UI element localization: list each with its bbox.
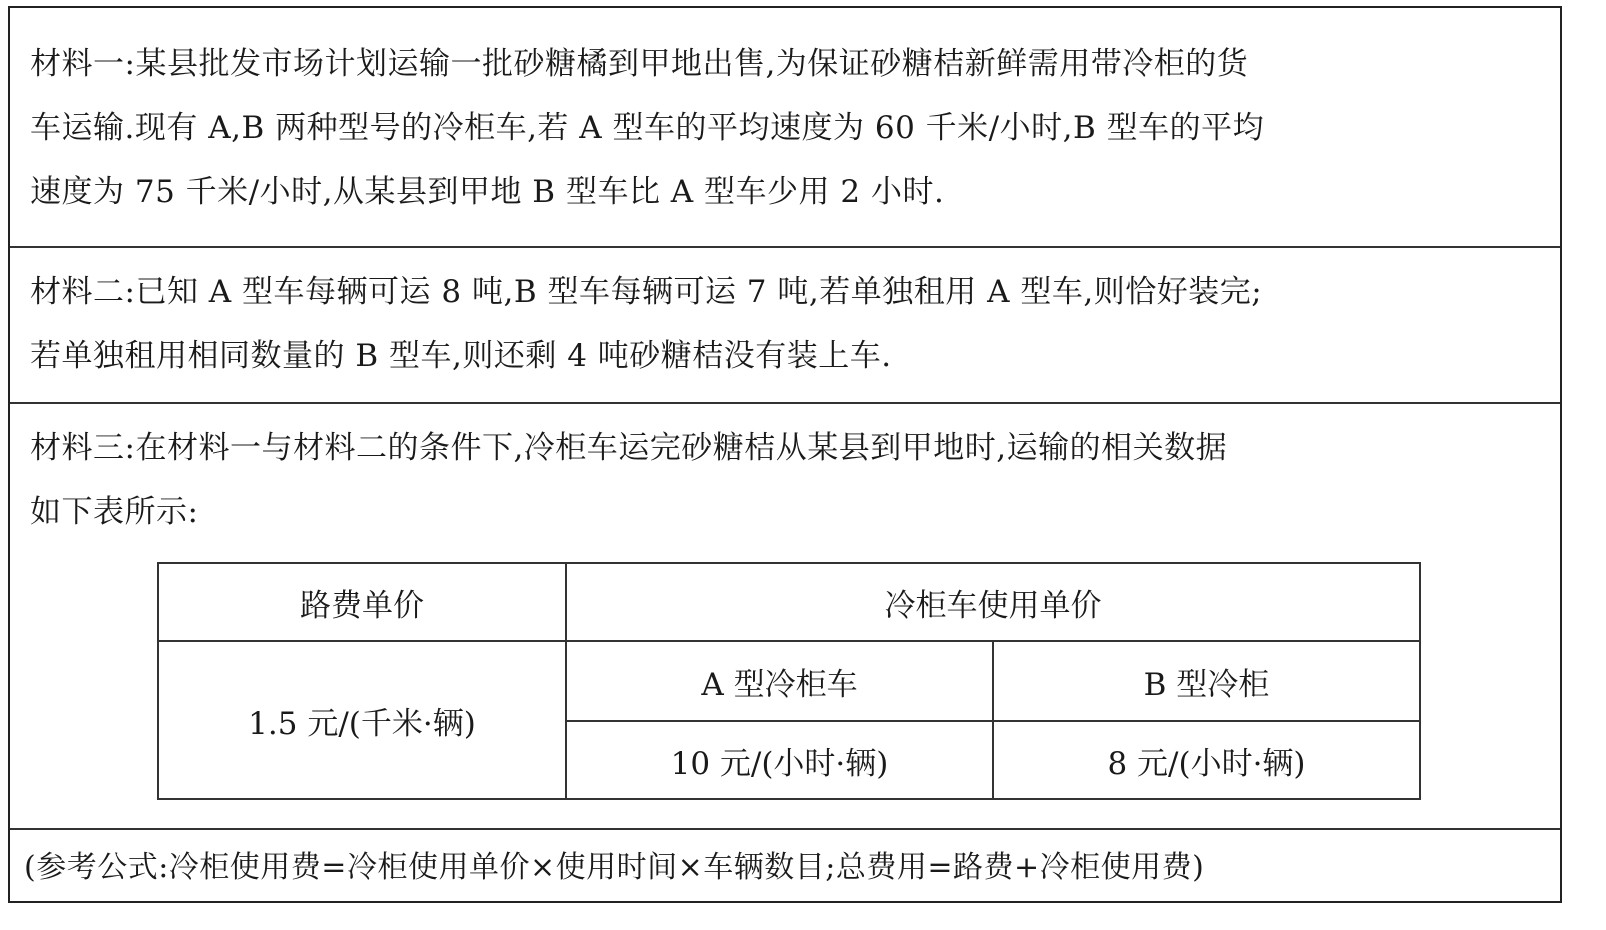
material-three-line-1: 材料三:在材料一与材料二的条件下,冷柜车运完砂糖桔从某县到甲地时,运输的相关数据 bbox=[30, 430, 1228, 466]
material-three-line-2: 如下表所示: bbox=[30, 494, 199, 530]
material-two-text bbox=[30, 260, 1544, 388]
header-cooler-fee: 冷柜车使用单价 bbox=[566, 563, 1420, 641]
material-three-section bbox=[10, 416, 1560, 544]
material-one-text bbox=[30, 32, 1544, 224]
transport-cost-table bbox=[157, 562, 1421, 800]
table-subheader-row bbox=[158, 641, 1420, 721]
table-header-row bbox=[158, 563, 1420, 641]
type-a-value: 10 元/(小时·辆) bbox=[566, 721, 993, 799]
material-two-section bbox=[10, 260, 1560, 388]
material-one-line-3: 速度为 75 千米/小时,从某县到甲地 B 型车比 A 型车少用 2 小时. bbox=[30, 174, 945, 210]
formula-section bbox=[10, 828, 1560, 908]
reference-formula: (参考公式:冷柜使用费=冷柜使用单价×使用时间×车辆数目;总费用=路费+冷柜使用费) bbox=[24, 850, 1205, 885]
problem-frame bbox=[8, 6, 1562, 903]
material-one-section bbox=[10, 32, 1560, 224]
header-type-b: B 型冷柜 bbox=[993, 641, 1420, 721]
section-divider-1 bbox=[10, 246, 1560, 248]
material-two-line-1: 材料二:已知 A 型车每辆可运 8 吨,B 型车每辆可运 7 吨,若单独租用 A 型车,则恰好装完; bbox=[30, 274, 1263, 310]
material-three-text bbox=[30, 416, 1544, 544]
type-b-value: 8 元/(小时·辆) bbox=[993, 721, 1420, 799]
material-two-line-2: 若单独租用相同数量的 B 型车,则还剩 4 吨砂糖桔没有装上车. bbox=[30, 338, 892, 374]
section-divider-2 bbox=[10, 402, 1560, 404]
header-type-a: A 型冷柜车 bbox=[566, 641, 993, 721]
header-road-fee: 路费单价 bbox=[158, 563, 566, 641]
road-fee-value: 1.5 元/(千米·辆) bbox=[158, 641, 566, 799]
material-one-line-1: 材料一:某县批发市场计划运输一批砂糖橘到甲地出售,为保证砂糖桔新鲜需用带冷柜的货 bbox=[30, 46, 1249, 82]
material-one-line-2: 车运输.现有 A,B 两种型号的冷柜车,若 A 型车的平均速度为 60 千米/小时,B 型车的平均 bbox=[30, 110, 1265, 146]
